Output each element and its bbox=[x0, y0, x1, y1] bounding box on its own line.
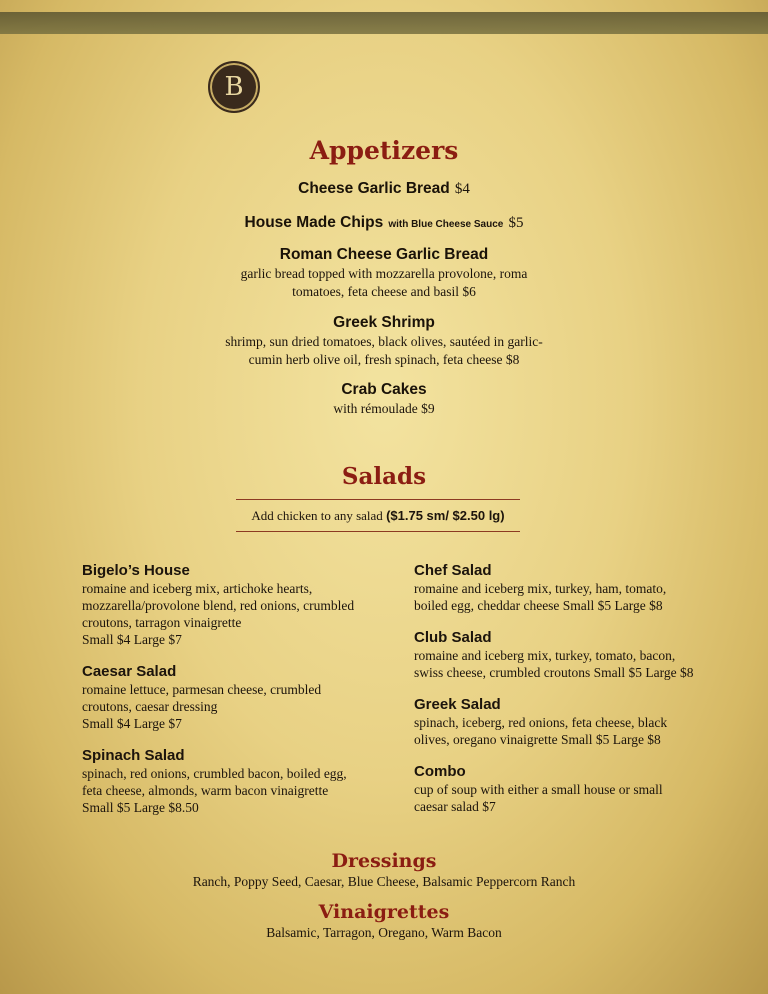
appetizer-desc: cumin herb olive oil, fresh spinach, feta cheese $8 bbox=[248, 352, 520, 367]
salad-desc: romaine and iceberg mix, turkey, tomato, bacon, bbox=[414, 648, 676, 663]
appetizer-name: Crab Cakes bbox=[341, 381, 427, 398]
salads-heading: Salads bbox=[341, 463, 427, 490]
appetizer-price: $4 bbox=[454, 181, 470, 197]
salad-item bbox=[414, 562, 744, 614]
appetizer-name: House Made Chips bbox=[244, 214, 384, 231]
appetizer-desc: with rémoulade $9 bbox=[333, 401, 435, 416]
add-chicken-text: Add chicken to any salad bbox=[251, 508, 383, 523]
add-chicken-note bbox=[236, 508, 520, 524]
appetizers-heading: Appetizers bbox=[309, 136, 459, 165]
appetizer-name: Roman Cheese Garlic Bread bbox=[279, 246, 489, 263]
salad-price: Small $4 Large $7 bbox=[82, 632, 182, 647]
divider bbox=[236, 531, 520, 532]
appetizer-desc: tomatoes, feta cheese and basil $6 bbox=[292, 284, 476, 299]
appetizer-item bbox=[0, 381, 768, 417]
salad-desc: olives, oregano vinaigrette Small $5 Large $8 bbox=[414, 732, 661, 747]
vinaigrettes-list: Balsamic, Tarragon, Oregano, Warm Bacon bbox=[266, 925, 502, 940]
salad-item bbox=[414, 629, 744, 681]
salads-left-column bbox=[82, 562, 402, 831]
logo-letter: B bbox=[224, 72, 244, 102]
add-chicken-price: ($1.75 sm/ $2.50 lg) bbox=[386, 508, 505, 523]
salad-name: Caesar Salad bbox=[82, 663, 177, 680]
salad-price: Small $5 Large $8.50 bbox=[82, 800, 199, 815]
salad-item bbox=[414, 763, 744, 815]
salad-desc: romaine and iceberg mix, turkey, ham, tomato, bbox=[414, 581, 667, 596]
dressings-heading: Dressings bbox=[331, 850, 437, 872]
divider bbox=[236, 499, 520, 500]
salad-item bbox=[414, 696, 744, 748]
salads-right-column bbox=[414, 562, 744, 830]
logo bbox=[208, 61, 260, 113]
appetizer-item bbox=[0, 246, 768, 300]
appetizer-item bbox=[0, 178, 768, 198]
salad-name: Chef Salad bbox=[414, 562, 492, 579]
salad-desc: feta cheese, almonds, warm bacon vinaigrette bbox=[82, 783, 329, 798]
salad-desc: caesar salad $7 bbox=[414, 799, 496, 814]
salad-desc: croutons, caesar dressing bbox=[82, 699, 218, 714]
appetizer-item bbox=[0, 212, 768, 232]
appetizer-note: with Blue Cheese Sauce bbox=[388, 219, 504, 230]
salad-desc: croutons, tarragon vinaigrette bbox=[82, 615, 242, 630]
salad-name: Combo bbox=[414, 763, 466, 780]
salad-item bbox=[82, 562, 402, 648]
salad-item bbox=[82, 747, 402, 816]
appetizer-name: Cheese Garlic Bread bbox=[298, 180, 450, 197]
salad-desc: mozzarella/provolone blend, red onions, crumbled bbox=[82, 598, 355, 613]
appetizer-desc: garlic bread topped with mozzarella provolone, roma bbox=[240, 266, 528, 281]
salad-desc: boiled egg, cheddar cheese Small $5 Large $8 bbox=[414, 598, 663, 613]
salad-price: Small $4 Large $7 bbox=[82, 716, 182, 731]
appetizer-price: $5 bbox=[508, 215, 524, 231]
salad-item bbox=[82, 663, 402, 732]
top-border bbox=[0, 12, 768, 34]
salad-name: Greek Salad bbox=[414, 696, 501, 713]
appetizer-desc: shrimp, sun dried tomatoes, black olives, sautéed in garlic- bbox=[225, 334, 543, 349]
salad-name: Club Salad bbox=[414, 629, 492, 646]
salad-desc: romaine lettuce, parmesan cheese, crumbled bbox=[82, 682, 322, 697]
salad-desc: romaine and iceberg mix, artichoke hearts, bbox=[82, 581, 313, 596]
salad-name: Spinach Salad bbox=[82, 747, 185, 764]
salad-desc: spinach, red onions, crumbled bacon, boiled egg, bbox=[82, 766, 347, 781]
salad-name: Bigelo’s House bbox=[82, 562, 190, 579]
appetizer-name: Greek Shrimp bbox=[333, 314, 435, 331]
dressings-list: Ranch, Poppy Seed, Caesar, Blue Cheese, Balsamic Peppercorn Ranch bbox=[192, 874, 576, 889]
vinaigrettes-heading: Vinaigrettes bbox=[318, 901, 450, 923]
appetizer-item bbox=[0, 314, 768, 368]
salad-desc: spinach, iceberg, red onions, feta cheese, black bbox=[414, 715, 668, 730]
salad-desc: cup of soup with either a small house or small bbox=[414, 782, 663, 797]
salad-desc: swiss cheese, crumbled croutons Small $5 Large $8 bbox=[414, 665, 694, 680]
